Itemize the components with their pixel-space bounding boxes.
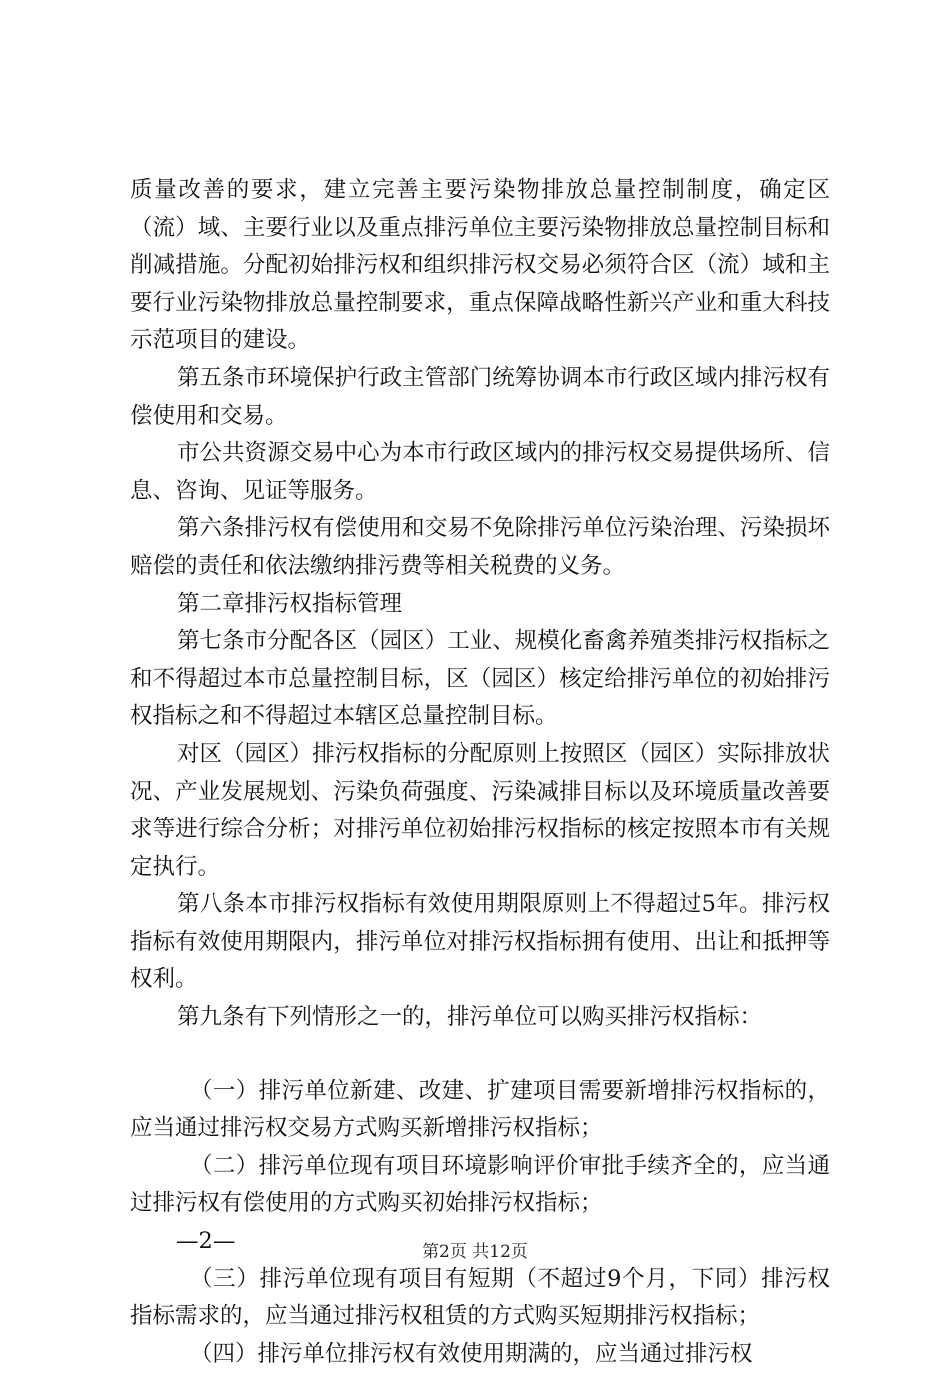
chapter-heading: 第二章排污权指标管理 [177,590,403,617]
list-item-1: （一）排污单位新建、改建、扩建项目需要新增排污权指标的，应当通过排污权交易方式购买新增排污权指标； [130,1077,830,1142]
paragraph-article-8: 第八条本市排污权指标有效使用期限原则上不得超过5年。排污权指标有效使用期限内，排污单位对排污权指标拥有使用、出让和抵押等权利。 [130,891,830,993]
paragraph-article-7: 第七条市分配各区（园区）工业、规模化畜禽养殖类排污权指标之和不得超过本市总量控制目标，区（园区）核定给排污单位的初始排污权指标之和不得超过本辖区总量控制目标。 [130,628,830,730]
paragraph-article-6: 第六条排污权有偿使用和交易不免除排污单位污染治理、污染损坏赔偿的责任和依法缴纳排污费等相关税费的义务。 [130,515,830,579]
document-body [130,172,830,1373]
inline-page-number: —2— [176,1228,236,1255]
list-item-3: （三）排污单位现有项目有短期（不超过9个月，下同）排污权指标需求的，应当通过排污权租赁的方式购买短期排污权指标； [130,1265,830,1330]
paragraph-allocation: 对区（园区）排污权指标的分配原则上按照区（园区）实际排放状况、产业发展规划、污染负荷强度、污染减排目标以及环境质量改善要求等进行综合分析；对排污单位初始排污权指标的核定按照本市有关规定执行。 [130,740,830,880]
blank-line [130,1037,830,1073]
paragraph-article-9: 第九条有下列情形之一的，排污单位可以购买排污权指标： [177,1004,763,1031]
paragraph-article-5: 第五条市环境保护行政主管部门统筹协调本市行政区域内排污权有偿使用和交易。 [130,364,830,429]
paragraph-continuation: 质量改善的要求，建立完善主要污染物排放总量控制制度，确定区（流）域、主要行业以及重点排污单位主要污染物排放总量控制目标和削减措施。分配初始排污权和组织排污权交易必须符合区（流）域和主要行业污染物排放总量控制要求，重点保障战略性新兴产业和重大科技示范项目的建设。 [130,177,830,354]
list-item-2: （二）排污单位现有项目环境影响评价审批手续齐全的，应当通过排污权有偿使用的方式购买初始排污权指标； [130,1152,830,1217]
list-item-4: （四）排污单位排污权有效使用期满的，应当通过排污权 [190,1340,753,1367]
page-footer: 第2页 共12页 [422,1242,528,1262]
paragraph-trading-center: 市公共资源交易中心为本市行政区域内的排污权交易提供场所、信息、咨询、见证等服务。 [130,440,830,504]
